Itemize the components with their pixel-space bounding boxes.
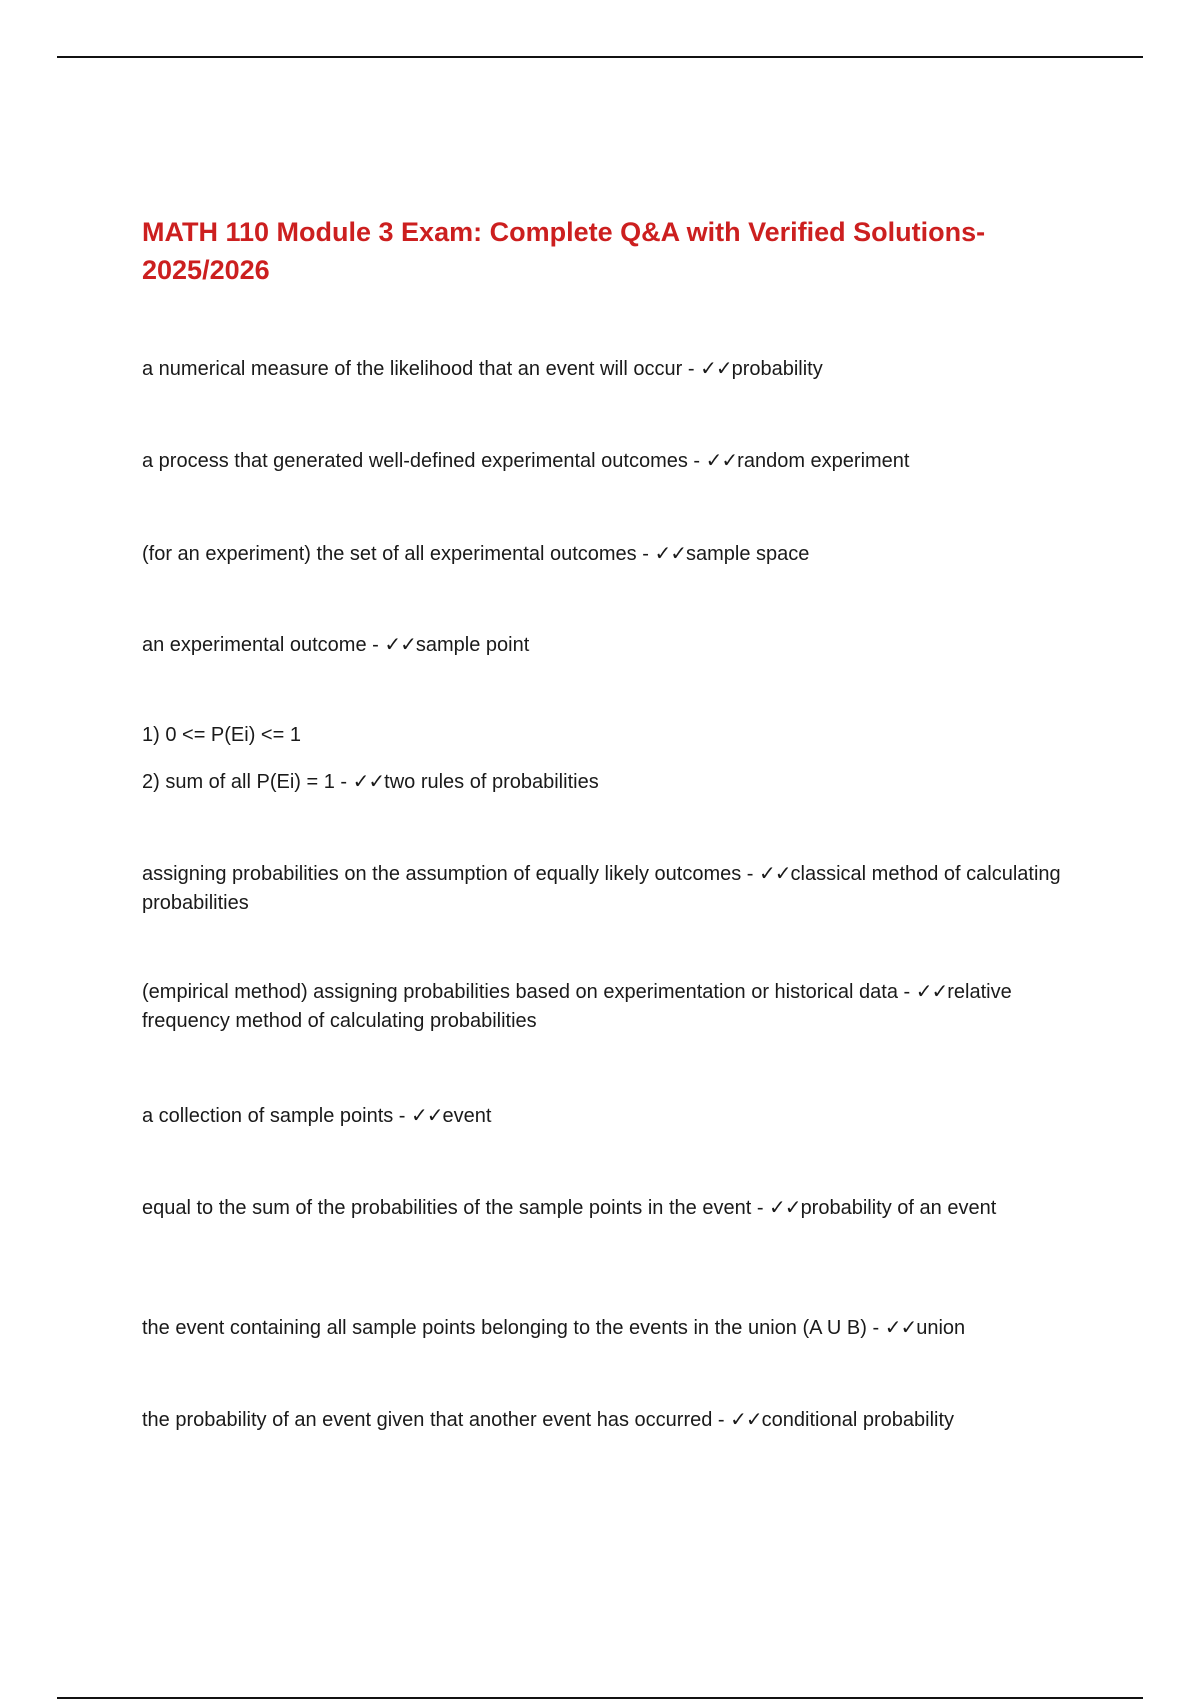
question-text: the event containing all sample points belonging to the events in the union (A U B) -: [142, 1317, 885, 1339]
question-text: (empirical method) assigning probabilities based on experimentation or historical data -: [142, 981, 916, 1003]
qa-entry-11: [142, 1406, 1062, 1435]
qa-entry-3: [142, 540, 1062, 569]
answer-text: event: [442, 1105, 492, 1127]
check-mark-icon: ✓✓: [411, 1105, 443, 1127]
question-text: an experimental outcome -: [142, 634, 385, 656]
qa-entry-7: [142, 978, 1062, 1036]
qa-entry-6: [142, 860, 1062, 918]
check-mark-icon: ✓✓: [654, 543, 686, 565]
answer-text: probability of an event: [800, 1197, 997, 1219]
bottom-divider: [57, 1697, 1143, 1699]
question-text: the probability of an event given that another event has occurred -: [142, 1409, 731, 1431]
answer-text: two rules of probabilities: [384, 771, 599, 793]
qa-entry-4: [142, 631, 1062, 660]
check-mark-icon: ✓✓: [700, 358, 732, 380]
question-text: equal to the sum of the probabilities of the sample points in the event -: [142, 1197, 770, 1219]
check-mark-icon: ✓✓: [705, 450, 738, 472]
top-divider: [57, 56, 1143, 58]
answer-text: conditional probability: [761, 1409, 955, 1431]
check-mark-icon: ✓✓: [730, 1409, 762, 1431]
check-mark-icon: ✓✓: [915, 981, 948, 1003]
qa-entry-1: [142, 355, 1062, 384]
check-mark-icon: ✓✓: [352, 771, 385, 793]
question-text: (for an experiment) the set of all experimental outcomes -: [142, 543, 655, 565]
qa-entry-5: [142, 768, 1062, 797]
question-text: a numerical measure of the likelihood that an event will occur -: [142, 358, 701, 380]
check-mark-icon: ✓✓: [769, 1197, 801, 1219]
qa-entry-10: [142, 1314, 1062, 1343]
answer-text: probability: [731, 358, 823, 380]
question-text: 2) sum of all P(Ei) = 1 -: [142, 771, 353, 793]
qa-entry-2: [142, 447, 1062, 476]
question-text: a process that generated well-defined experimental outcomes -: [142, 450, 706, 472]
answer-text: sample space: [685, 543, 810, 565]
answer-text: classical method of calculating probabilities: [142, 863, 1061, 914]
qa-entry-5-line-1: 1) 0 <= P(Ei) <= 1: [142, 724, 301, 746]
check-mark-icon: ✓✓: [759, 863, 791, 885]
check-mark-icon: ✓✓: [384, 634, 416, 656]
question-text: a collection of sample points -: [142, 1105, 412, 1127]
question-text: assigning probabilities on the assumption of equally likely outcomes -: [142, 863, 760, 885]
qa-entry-9: [142, 1194, 1062, 1223]
answer-text: random experiment: [737, 450, 910, 472]
check-mark-icon: ✓✓: [884, 1317, 917, 1339]
answer-text: union: [916, 1317, 966, 1339]
answer-text: relative frequency method of calculating probabilities: [142, 981, 1012, 1032]
document-title: MATH 110 Module 3 Exam: Complete Q&A with Verified Solutions-2025/2026: [142, 217, 986, 285]
qa-entry-8: [142, 1102, 1062, 1131]
answer-text: sample point: [415, 634, 530, 656]
